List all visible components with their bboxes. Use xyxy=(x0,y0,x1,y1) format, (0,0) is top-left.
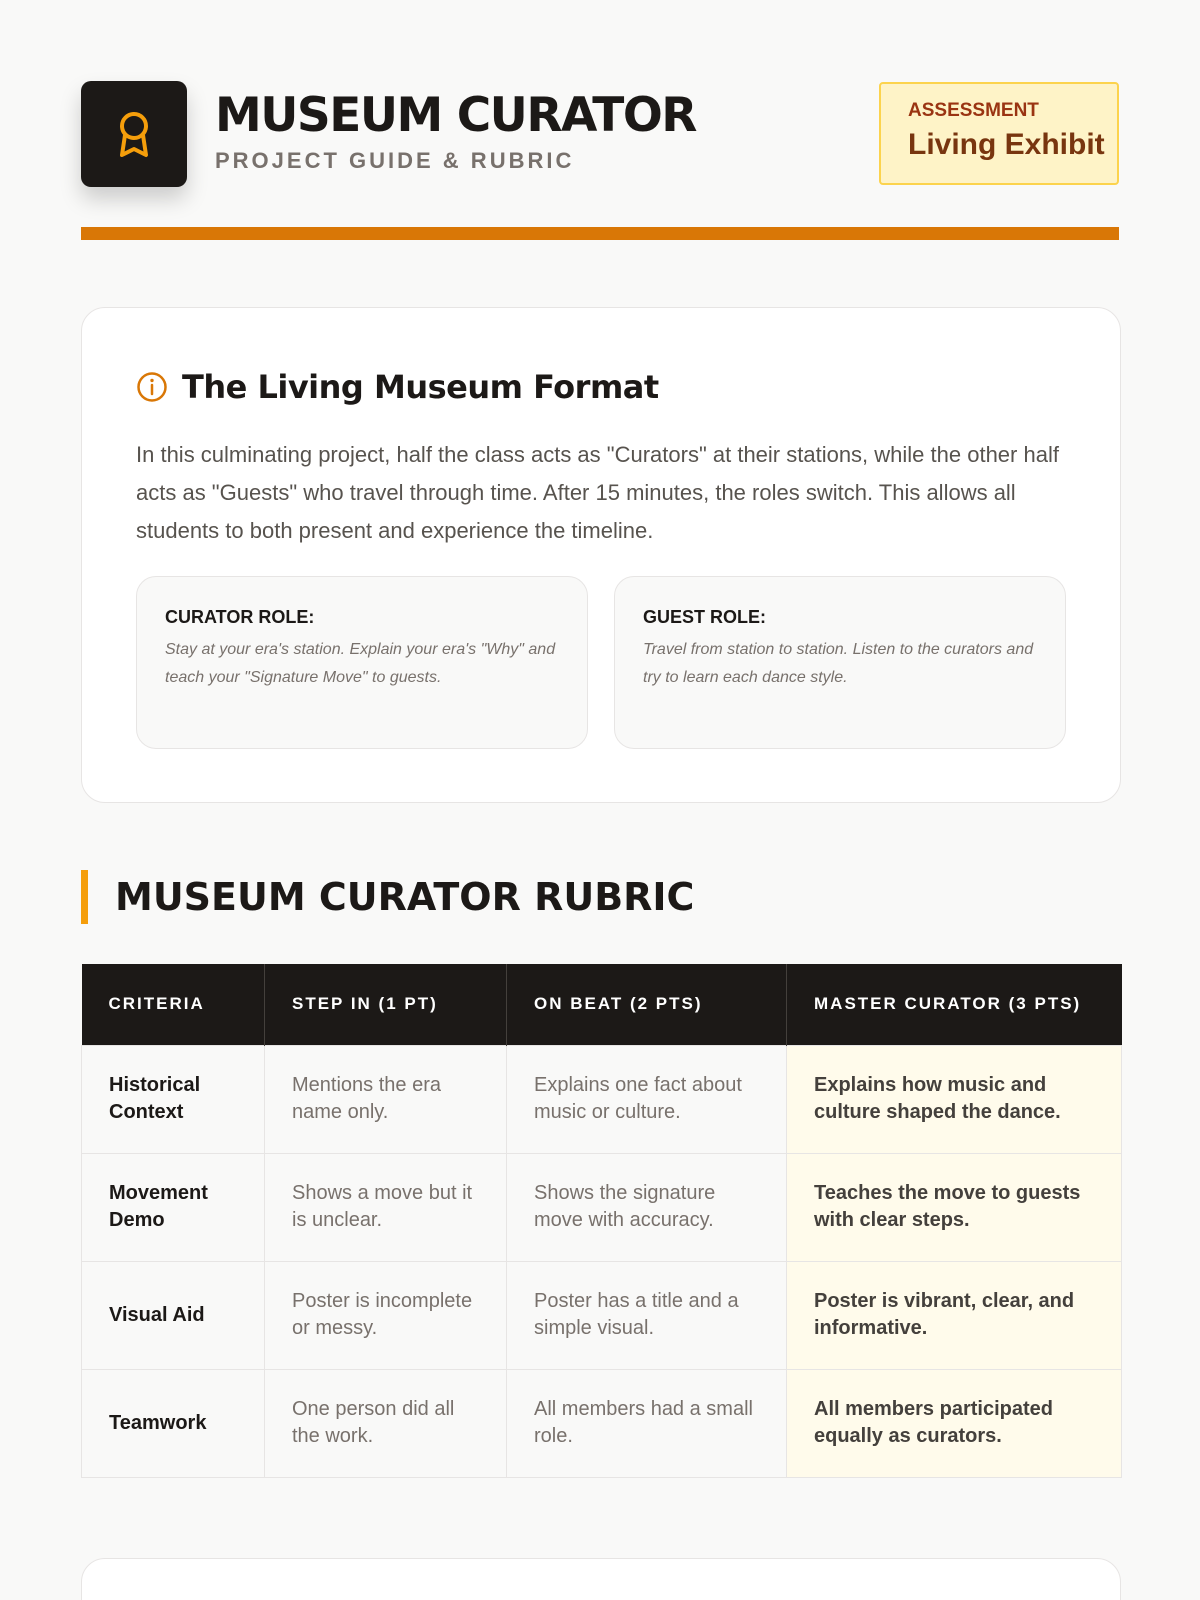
accent-divider xyxy=(81,227,1119,240)
table-row xyxy=(82,1045,1122,1153)
curator-role-box xyxy=(136,576,588,749)
step-in-cell: Mentions the era name only. xyxy=(265,1045,507,1153)
page-title: MUSEUM CURATOR xyxy=(215,88,696,143)
criteria-cell: Movement Demo xyxy=(82,1153,265,1261)
step-in-cell: Shows a move but it is unclear. xyxy=(265,1153,507,1261)
role-title: CURATOR ROLE: xyxy=(165,607,315,627)
on-beat-cell: All members had a small role. xyxy=(507,1369,787,1477)
master-curator-cell: Teaches the move to guests with clear steps. xyxy=(787,1153,1122,1261)
rubric-title: MUSEUM CURATOR RUBRIC xyxy=(115,875,695,919)
column-header: ON BEAT (2 PTS) xyxy=(507,964,787,1045)
role-description: Travel from station to station. Listen to the curators and try to learn each dance style. xyxy=(643,641,1034,686)
criteria-cell: Teamwork xyxy=(82,1369,265,1477)
role-title: GUEST ROLE: xyxy=(643,607,767,627)
format-card-heading xyxy=(136,368,659,406)
master-curator-cell: All members participated equally as curators. xyxy=(787,1369,1122,1477)
heading-accent-rule xyxy=(81,870,88,924)
badge-value: Living Exhibit xyxy=(908,128,1105,161)
column-header: CRITERIA xyxy=(82,964,265,1045)
info-icon xyxy=(136,371,168,403)
award-ribbon-icon xyxy=(114,109,154,159)
guest-role-box xyxy=(614,576,1066,749)
on-beat-cell: Explains one fact about music or culture. xyxy=(507,1045,787,1153)
column-header: MASTER CURATOR (3 PTS) xyxy=(787,964,1122,1045)
badge-label: ASSESSMENT xyxy=(908,100,1039,121)
criteria-cell: Visual Aid xyxy=(82,1261,265,1369)
table-row xyxy=(82,1153,1122,1261)
table-row xyxy=(82,1261,1122,1369)
on-beat-cell: Poster has a title and a simple visual. xyxy=(507,1261,787,1369)
header xyxy=(81,0,1119,240)
title-block xyxy=(215,86,696,174)
rubric-heading xyxy=(81,870,694,924)
master-curator-cell: Explains how music and culture shaped the dance. xyxy=(787,1045,1122,1153)
page-subtitle: PROJECT GUIDE & RUBRIC xyxy=(215,148,575,173)
master-curator-cell: Poster is vibrant, clear, and informative. xyxy=(787,1261,1122,1369)
criteria-cell: Historical Context xyxy=(82,1045,265,1153)
rubric-table xyxy=(81,964,1122,1478)
next-section-card xyxy=(81,1558,1121,1600)
step-in-cell: Poster is incomplete or messy. xyxy=(265,1261,507,1369)
format-card-body: In this culminating project, half the class acts as "Curators" at their stations, while the other half acts as "Guests" who travel through time. After 15 minutes, the roles switch. This allows all students to both present and experience the timeline. xyxy=(136,442,1059,543)
assessment-badge xyxy=(879,82,1119,185)
table-header-row xyxy=(82,964,1122,1045)
table-row xyxy=(82,1369,1122,1477)
role-description: Stay at your era's station. Explain your era's "Why" and teach your "Signature Move" to guests. xyxy=(165,641,556,686)
logo xyxy=(81,81,187,187)
on-beat-cell: Shows the signature move with accuracy. xyxy=(507,1153,787,1261)
format-card xyxy=(81,307,1121,803)
format-card-title: The Living Museum Format xyxy=(182,368,659,406)
step-in-cell: One person did all the work. xyxy=(265,1369,507,1477)
column-header: STEP IN (1 PT) xyxy=(265,964,507,1045)
